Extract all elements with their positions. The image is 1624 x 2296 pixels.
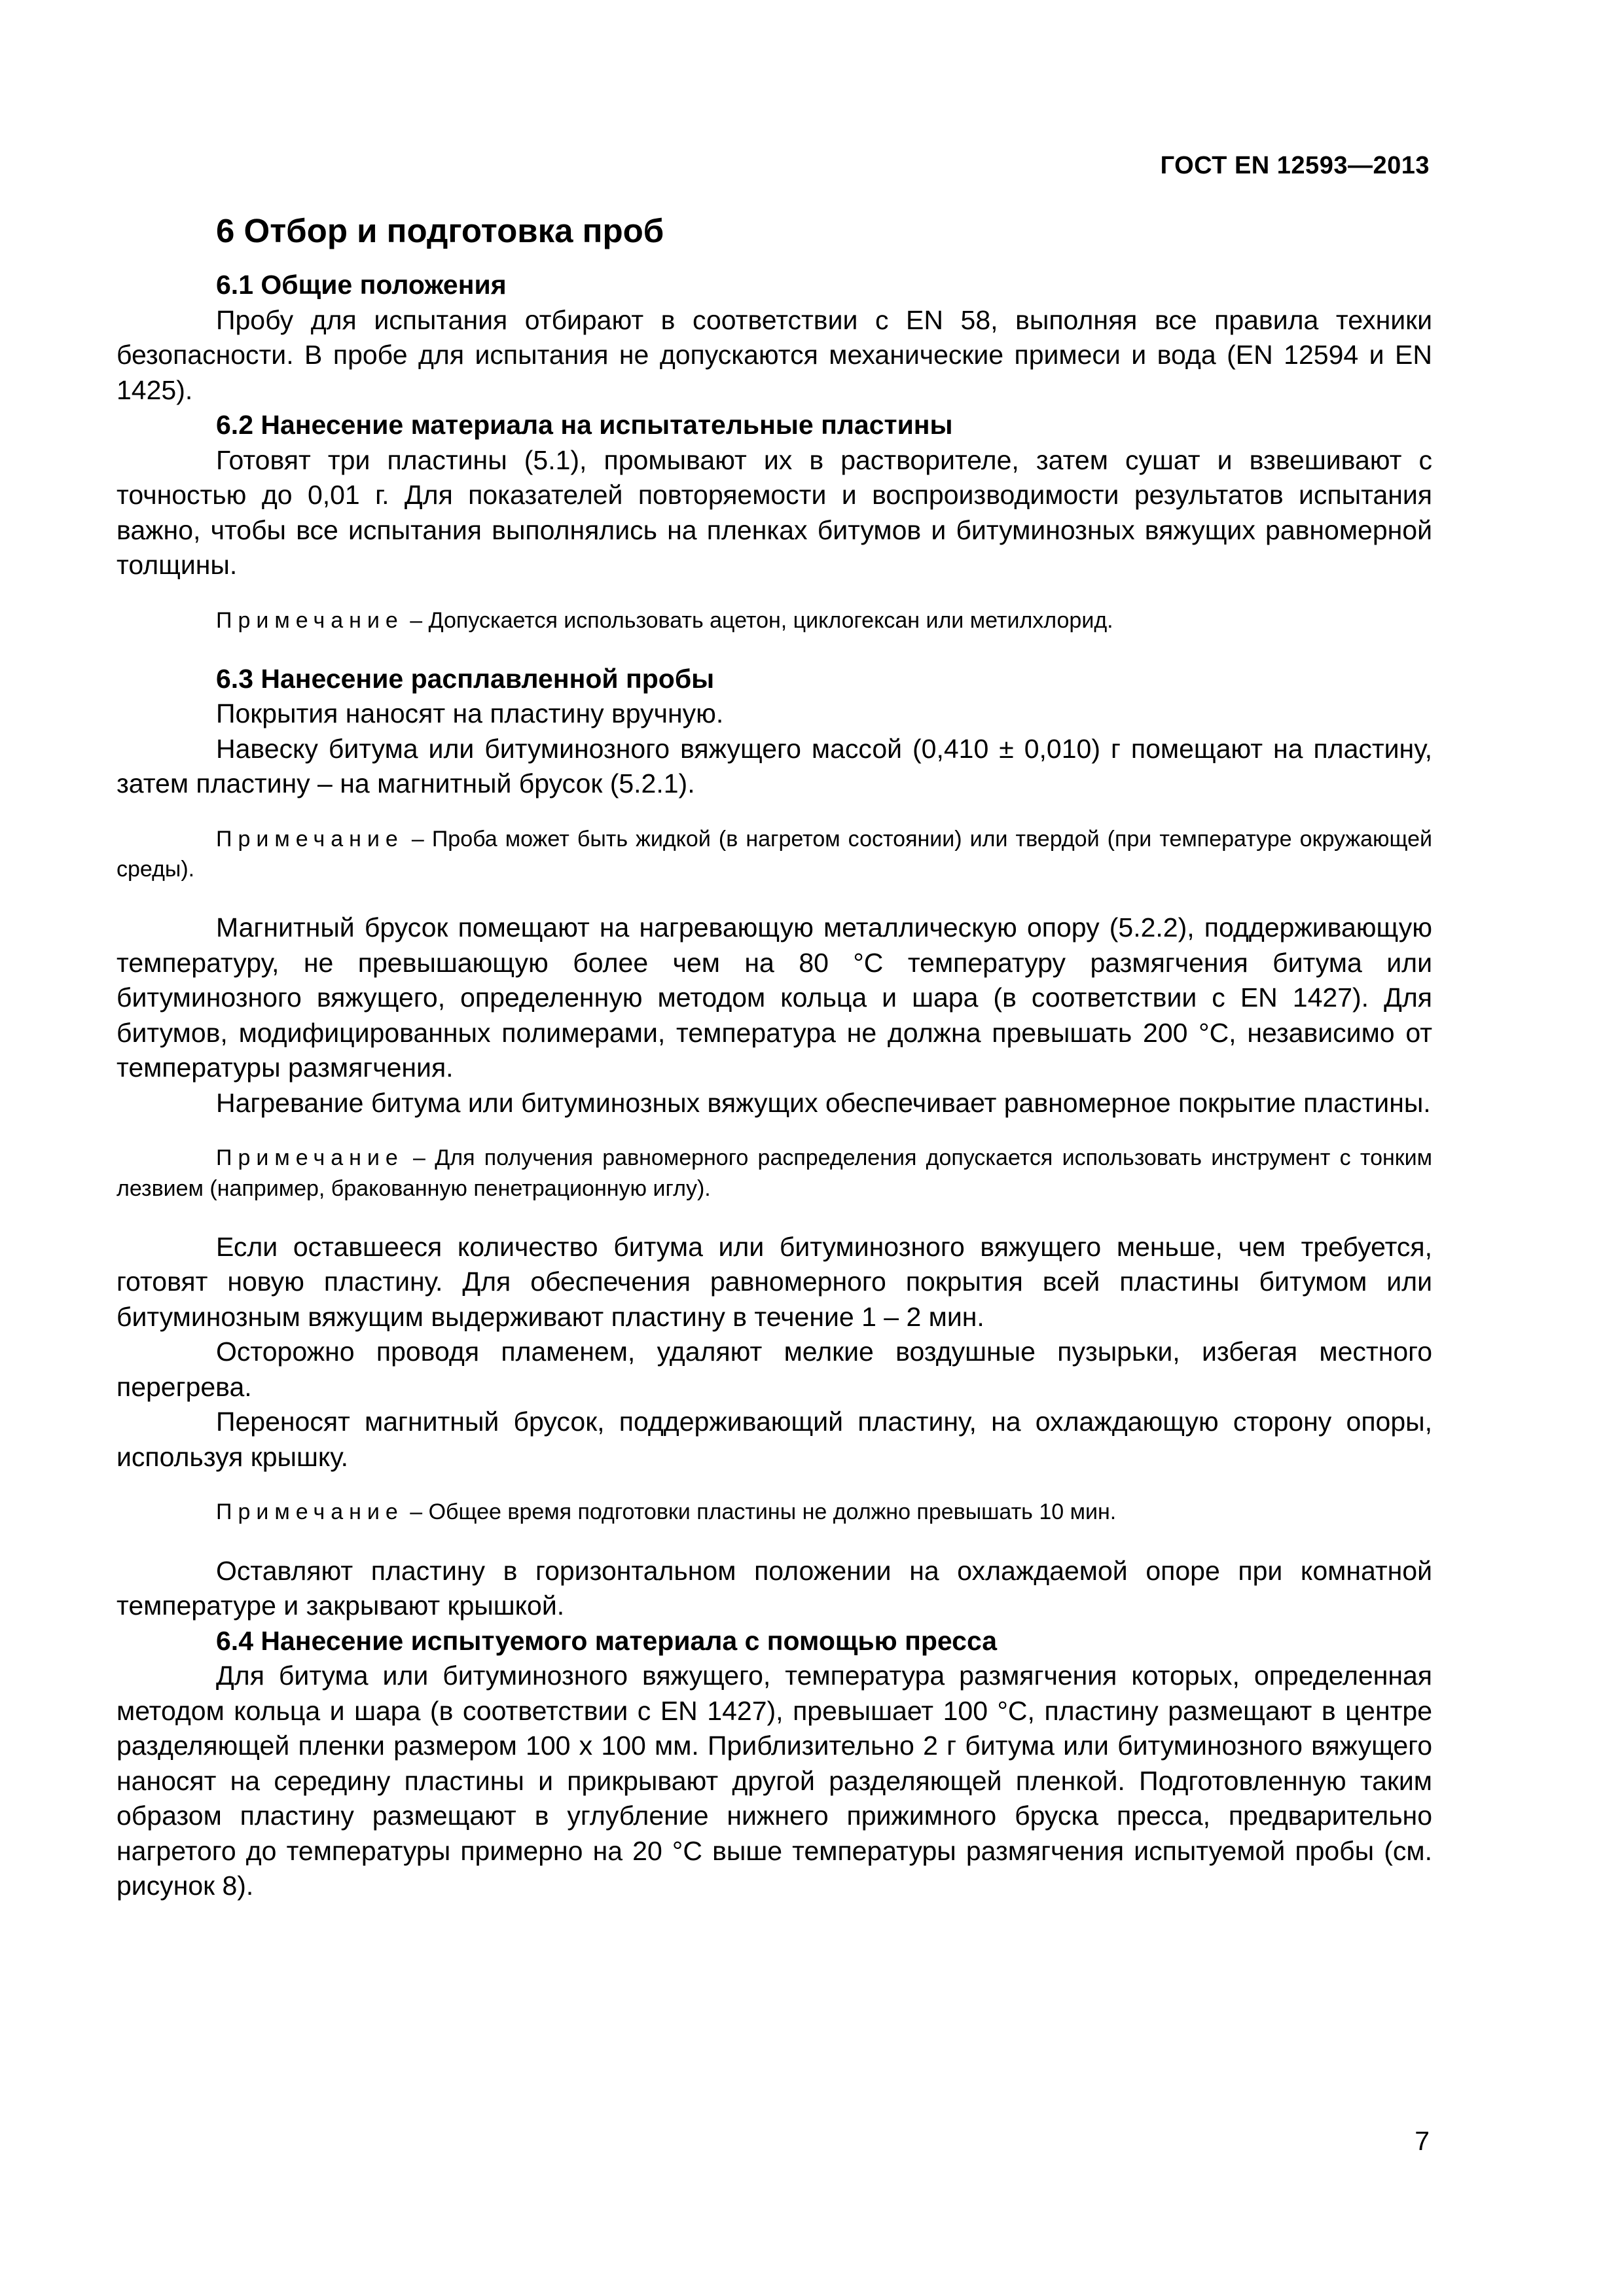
paragraph: Покрытия наносят на пластину вручную. xyxy=(216,698,724,729)
paragraph: Навеску битума или битуминозного вяжущего массой (0,410 ± 0,010) г помещают на пластину, затем пластину – на магнитный брусок (5.2.1). xyxy=(117,733,1432,799)
paragraph: Осторожно проводя пламенем, удаляют мелкие воздушные пузырьки, избегая местного перегрева. xyxy=(117,1336,1432,1402)
note-label: Примечание xyxy=(216,1145,404,1171)
note xyxy=(117,605,1432,636)
section-title: 6 Отбор и подготовка проб xyxy=(216,212,664,249)
note-text: – Общее время подготовки пластины не должно превышать 10 мин. xyxy=(403,1499,1117,1525)
document-body xyxy=(117,211,1432,1904)
subsection-6-1-title: 6.1 Общие положения xyxy=(216,270,507,300)
note xyxy=(117,1497,1432,1527)
paragraph: Магнитный брусок помещают на нагревающую металлическую опору (5.2.2), поддерживающую температуру, не превышающую более чем на 80 °С температуру размягчения битума или битуминозного вяжущего, определенную методом кольца и шара (в соответствии с EN 1427). Для битумов, модифицированных полимерами, температура не должна превышать 200 °С, независимо от температуры размягчения. xyxy=(117,912,1432,1083)
note-text: – Для получения равномерного распределения допускается использовать инструмент с тонким лезвием (например, бракованную пенетрационную иглу). xyxy=(117,1145,1432,1201)
paragraph: Готовят три пластины (5.1), промывают их в растворителе, затем сушат и взвешивают с точностью до 0,01 г. Для показателей повторяемости и воспроизводимости результатов испытания важно, чтобы все испытания выполнялись на пленках битумов и битуминозных вяжущих равномерной толщины. xyxy=(117,444,1432,581)
paragraph: Если оставшееся количество битума или битуминозного вяжущего меньше, чем требуется, готовят новую пластину. Для обеспечения равномерного покрытия всей пластины битумом или битуминозным вяжущим выдерживают пластину в течение 1 – 2 мин. xyxy=(117,1231,1432,1332)
note-label: Примечание xyxy=(216,1499,404,1525)
paragraph: Нагревание битума или битуминозных вяжущих обеспечивает равномерное покрытие пластины. xyxy=(216,1087,1431,1118)
paragraph: Оставляют пластину в горизонтальном положении на охлаждаемой опоре при комнатной температуре и закрывают крышкой. xyxy=(117,1555,1432,1621)
subsection-6-4-title: 6.4 Нанесение испытуемого материала с помощью пресса xyxy=(216,1625,998,1656)
note xyxy=(117,1143,1432,1203)
page-number: 7 xyxy=(1415,2126,1430,2156)
paragraph: Переносят магнитный брусок, поддерживающий пластину, на охлаждающую сторону опоры, используя крышку. xyxy=(117,1407,1432,1472)
note-text: – Проба может быть жидкой (в нагретом состоянии) или твердой (при температуре окружающей среды). xyxy=(117,826,1432,882)
note-text: – Допускается использовать ацетон, циклогексан или метилхлорид. xyxy=(403,607,1113,633)
note-label: Примечание xyxy=(216,826,404,852)
note-label: Примечание xyxy=(216,607,404,633)
subsection-6-2-title: 6.2 Нанесение материала на испытательные пластины xyxy=(216,410,953,440)
document-header: ГОСТ EN 12593—2013 xyxy=(1160,152,1430,179)
paragraph: Пробу для испытания отбирают в соответствии с EN 58, выполняя все правила техники безопасности. В пробе для испытания не допускаются механические примеси и вода (EN 12594 и EN 1425). xyxy=(117,304,1432,405)
note xyxy=(117,824,1432,884)
paragraph: Для битума или битуминозного вяжущего, температура размягчения которых, определенная методом кольца и шара (в соответствии с EN 1427), превышает 100 °С, пластину размещают в центре разделяющей пленки размером 100 х 100 мм. Приблизительно 2 г битума или битуминозного вяжущего наносят на середину пластины и прикрывают другой разделяющей пленкой. Подготовленную таким образом пластину размещают в углубление нижнего прижимного бруска пресса, предварительно нагретого до температуры примерно на 20 °С выше температуры размягчения испытуемой пробы (см. рисунок 8). xyxy=(117,1660,1432,1901)
subsection-6-3-title: 6.3 Нанесение расплавленной пробы xyxy=(216,663,715,694)
